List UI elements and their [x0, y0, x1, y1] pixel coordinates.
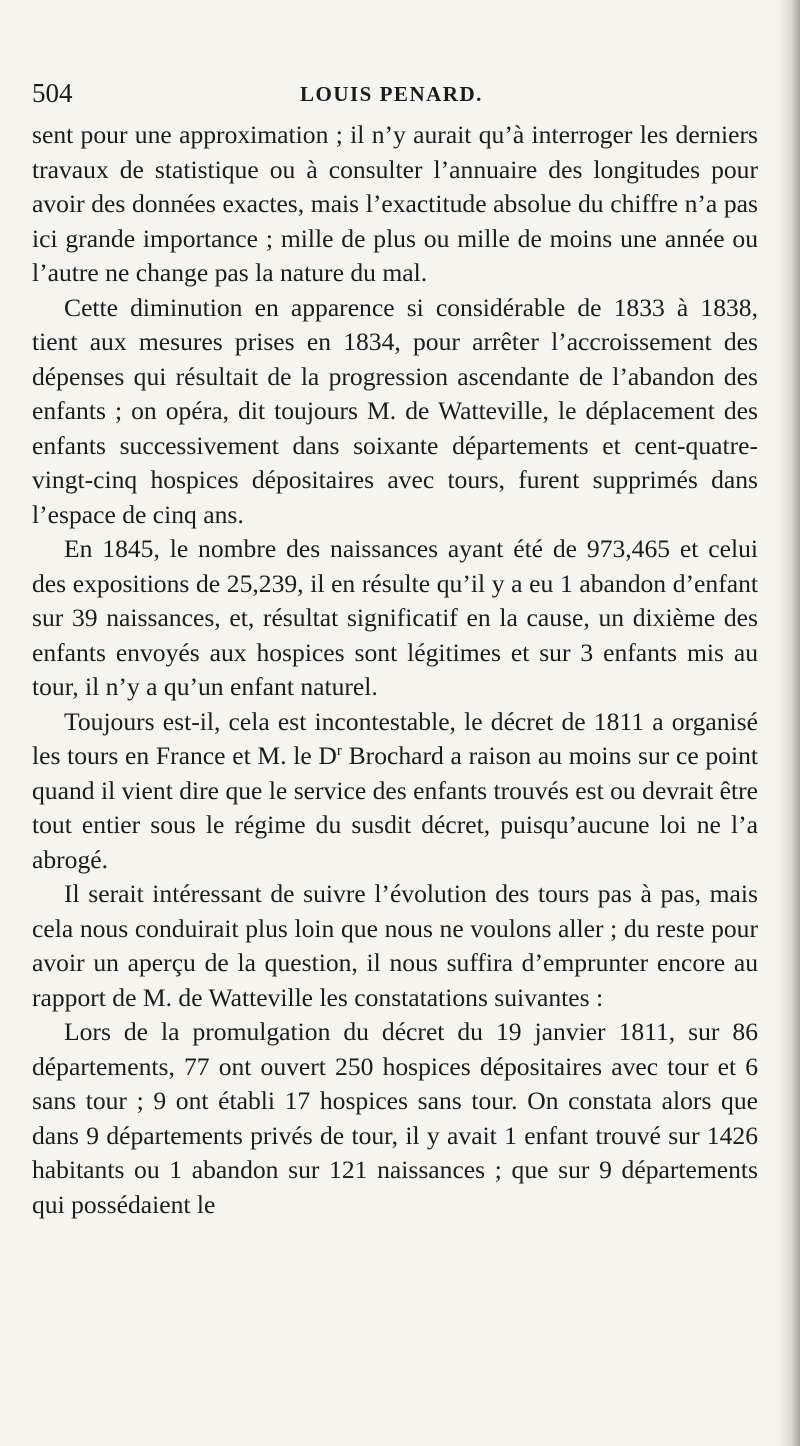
page-number: 504 [32, 78, 73, 108]
paragraph-6: Lors de la promulgation du décret du 19 janvier 1811, sur 86 départements, 77 ont ouvert 250 hospices dépositaires avec tour et 6 sans tour ; 9 ont établi 17 hospices sans tour. On constata alors que dans 9 départements privés de tour, il y avait 1 enfant trouvé sur 1426 habitants ou 1 abandon sur 121 naissances ; que sur 9 départements qui possédaient le [32, 1017, 758, 1219]
paragraph-4-text-b: Brochard a raison au moins sur ce point quand il vient dire que le service des enfants trouvés est ou devrait être tout entier sous le régime du susdit décret, puisqu’aucune loi ne l’a abrogé. [32, 741, 758, 874]
paragraph-1: sent pour une approximation ; il n’y aurait qu’à interroger les derniers travaux de statistique ou à consulter l’annuaire des longitudes pour avoir des données exactes, mais l’exactitude absolue du chiffre n’a pas ici grande importance ; mille de plus ou mille de moins une année ou l’autre ne change pas la nature du mal. [32, 120, 758, 287]
paragraph-3: En 1845, le nombre des naissances ayant été de 973,465 et celui des expositions de 25,239, il en résulte qu’il y a eu 1 abandon d’enfant sur 39 naissances, et, résultat significatif en la cause, un dixième des enfants envoyés aux hospices sont légitimes et sur 3 enfants mis au tour, il n’y a qu’un enfant naturel. [32, 534, 758, 701]
page-spine-shadow [778, 0, 800, 1446]
paragraph-2: Cette diminution en apparence si considérable de 1833 à 1838, tient aux mesures prises en 1834, pour arrêter l’accroissement des dépenses qui résultait de la progression ascendante de l’abandon des enfants ; on opéra, dit toujours M. de Watteville, le déplacement des enfants successivement dans soixante départements et cent-quatre-vingt-cinq hospices dépositaires avec tours, furent supprimés dans l’espace de cinq ans. [32, 292, 758, 529]
page-header [30, 78, 760, 114]
paragraph-4-text-a: Toujours est-il, cela est incontestable, le décret de 1811 a organisé les tours en France et M. le D [32, 706, 758, 770]
paragraph-5: Il serait intéressant de suivre l’évolution des tours pas à pas, mais cela nous conduirait plus loin que nous ne voulons aller ; du reste pour avoir un aperçu de la question, il nous suffira d’emprunter encore au rapport de M. de Watteville les constatations suivantes : [32, 879, 758, 1012]
running-title: LOUIS PENARD. [300, 82, 483, 106]
paragraph-4 [32, 705, 758, 878]
paragraph-4-superscript: r [336, 743, 342, 759]
text-body [32, 118, 758, 1222]
